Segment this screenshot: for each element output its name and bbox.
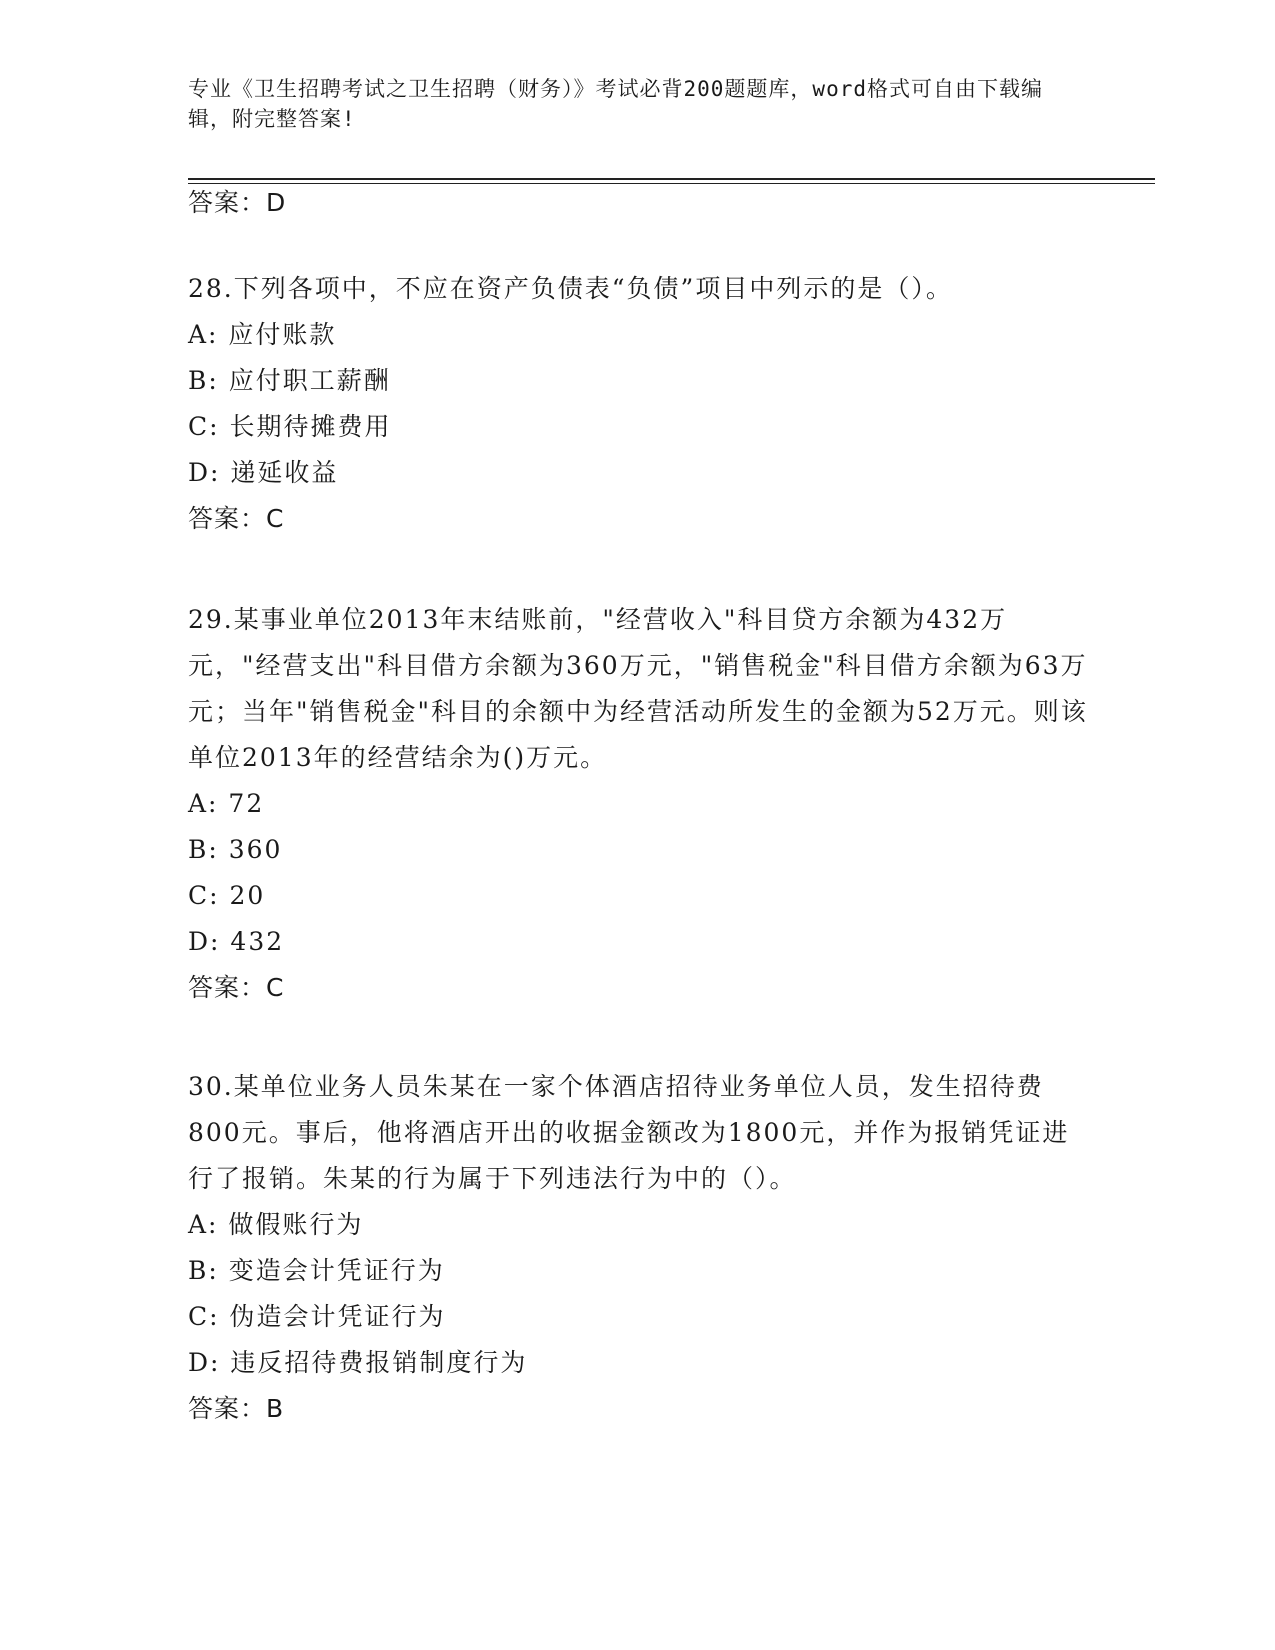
answer-label: 答案：B <box>188 1394 285 1423</box>
option-a: A: 做假账行为 <box>188 1210 364 1239</box>
question-text <box>188 597 1088 781</box>
option-b: B: 360 <box>188 835 283 864</box>
question-block-29 <box>188 597 1088 1011</box>
question-block-30 <box>188 1064 1088 1432</box>
document-intro: 专业《卫生招聘考试之卫生招聘（财务）》考试必背200题题库，word格式可自由下载编辑，附完整答案! <box>188 77 1043 131</box>
option-b: B: 变造会计凭证行为 <box>188 1256 445 1285</box>
option-c: C: 伪造会计凭证行为 <box>188 1302 446 1331</box>
question-stem: 下列各项中，不应在资产负债表“负债”项目中列示的是（）。 <box>233 274 953 303</box>
question-number: 28. <box>188 274 234 303</box>
option-a: A: 应付账款 <box>188 320 337 349</box>
option-d: D: 432 <box>188 927 285 956</box>
question-text <box>188 266 1088 312</box>
option-a: A: 72 <box>188 789 265 818</box>
option-d: D: 违反招待费报销制度行为 <box>188 1348 528 1377</box>
question-number: 29. <box>188 605 234 634</box>
question-stem: 某单位业务人员朱某在一家个体酒店招待业务单位人员，发生招待费800元。事后，他将酒店开出的收据金额改为1800元，并作为报销凭证进行了报销。朱某的行为属于下列违法行为中的（）。 <box>188 1072 1070 1193</box>
answer-label: 答案：C <box>188 504 285 533</box>
answer-label: 答案：D <box>188 188 287 217</box>
option-c: C: 长期待摊费用 <box>188 412 392 441</box>
previous-answer-block <box>188 180 1088 226</box>
question-number: 30. <box>188 1072 234 1101</box>
answer-label: 答案：C <box>188 973 285 1002</box>
option-c: C: 20 <box>188 881 266 910</box>
question-block-28 <box>188 266 1088 542</box>
option-d: D: 递延收益 <box>188 458 339 487</box>
question-stem: 某事业单位2013年末结账前，"经营收入"科目贷方余额为432万元，"经营支出"科目借方余额为360万元，"销售税金"科目借方余额为63万元；当年"销售税金"科目的余额中为经营活动所发生的金额为52万元。则该单位2013年的经营结余为()万元。 <box>188 605 1088 772</box>
question-text <box>188 1064 1088 1202</box>
option-b: B: 应付职工薪酬 <box>188 366 391 395</box>
